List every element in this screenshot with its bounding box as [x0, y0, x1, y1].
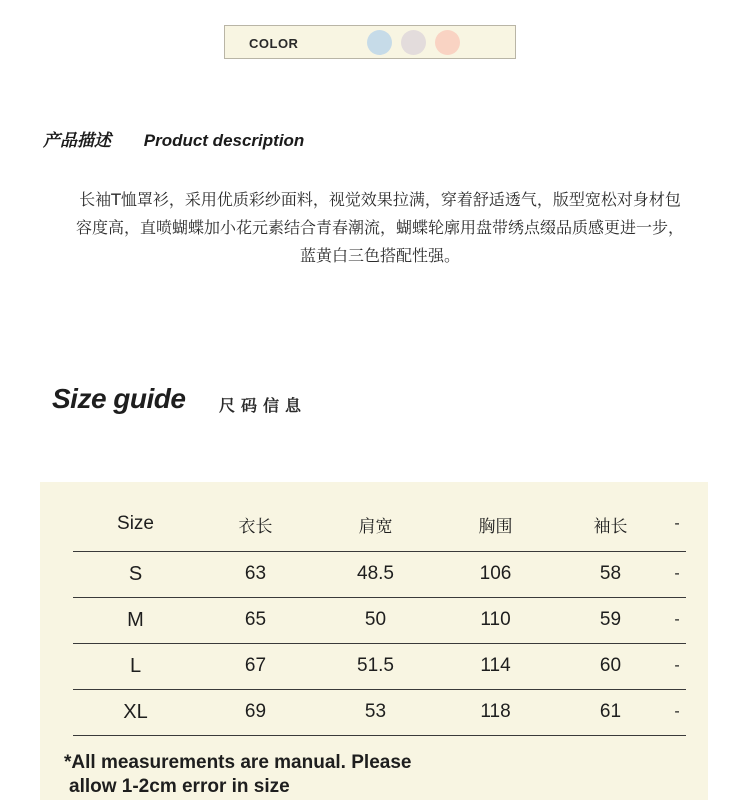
cell-length: 69 — [198, 689, 313, 735]
cell-shoulder: 51.5 — [313, 643, 438, 689]
header-size: Size — [73, 498, 198, 551]
cell-size: M — [73, 597, 198, 643]
cell-sleeve: 58 — [553, 551, 668, 597]
description-line: 容度高，直喷蝴蝶加小花元素结合青春潮流，蝴蝶轮廓用盘带绣点缀品质感更进一步， — [75, 218, 684, 237]
cell-chest: 118 — [438, 689, 553, 735]
cell-size: S — [73, 551, 198, 597]
size-guide-title: Size guide — [52, 383, 186, 414]
table-row — [73, 551, 686, 597]
cell-blank: - — [668, 551, 686, 597]
size-table — [73, 498, 686, 736]
cell-length: 65 — [198, 597, 313, 643]
color-selector — [224, 25, 516, 59]
cell-blank: - — [668, 643, 686, 689]
cell-length: 63 — [198, 551, 313, 597]
product-description-text — [60, 186, 700, 270]
note-line-1: *All measurements are manual. Please — [64, 752, 412, 773]
description-line: 蓝黄白三色搭配性强。 — [299, 246, 460, 265]
header-shoulder: 肩宽 — [313, 498, 438, 551]
cell-chest: 114 — [438, 643, 553, 689]
cell-chest: 110 — [438, 597, 553, 643]
cell-shoulder: 50 — [313, 597, 438, 643]
cell-shoulder: 53 — [313, 689, 438, 735]
cell-length: 67 — [198, 643, 313, 689]
cell-sleeve: 60 — [553, 643, 668, 689]
measurement-note — [64, 751, 411, 799]
cell-sleeve: 59 — [553, 597, 668, 643]
size-chart-panel — [40, 482, 708, 800]
cell-sleeve: 61 — [553, 689, 668, 735]
cell-shoulder: 48.5 — [313, 551, 438, 597]
color-swatch-blue[interactable] — [367, 30, 392, 55]
table-row — [73, 643, 686, 689]
cell-size: XL — [73, 689, 198, 735]
cell-size: L — [73, 643, 198, 689]
table-row — [73, 597, 686, 643]
size-guide-subtitle: 尺码信息 — [219, 396, 308, 415]
header-sleeve: 袖长 — [553, 498, 668, 551]
heading-cn: 产品描述 — [43, 131, 111, 150]
description-line: 长袖T恤罩衫，采用优质彩纱面料，视觉效果拉满，穿着舒适透气，版型宽松对身材包 — [79, 190, 681, 209]
header-length: 衣长 — [198, 498, 313, 551]
header-chest: 胸围 — [438, 498, 553, 551]
heading-en: Product description — [143, 131, 305, 150]
header-blank: - — [668, 498, 686, 551]
cell-blank: - — [668, 689, 686, 735]
table-header-row — [73, 498, 686, 551]
cell-chest: 106 — [438, 551, 553, 597]
product-description-heading — [43, 126, 304, 151]
cell-blank: - — [668, 597, 686, 643]
color-label: COLOR — [249, 36, 299, 51]
note-line-2: allow 1-2cm error in size — [69, 776, 290, 797]
color-swatch-peach[interactable] — [435, 30, 460, 55]
table-row — [73, 689, 686, 735]
color-swatch-grey[interactable] — [401, 30, 426, 55]
